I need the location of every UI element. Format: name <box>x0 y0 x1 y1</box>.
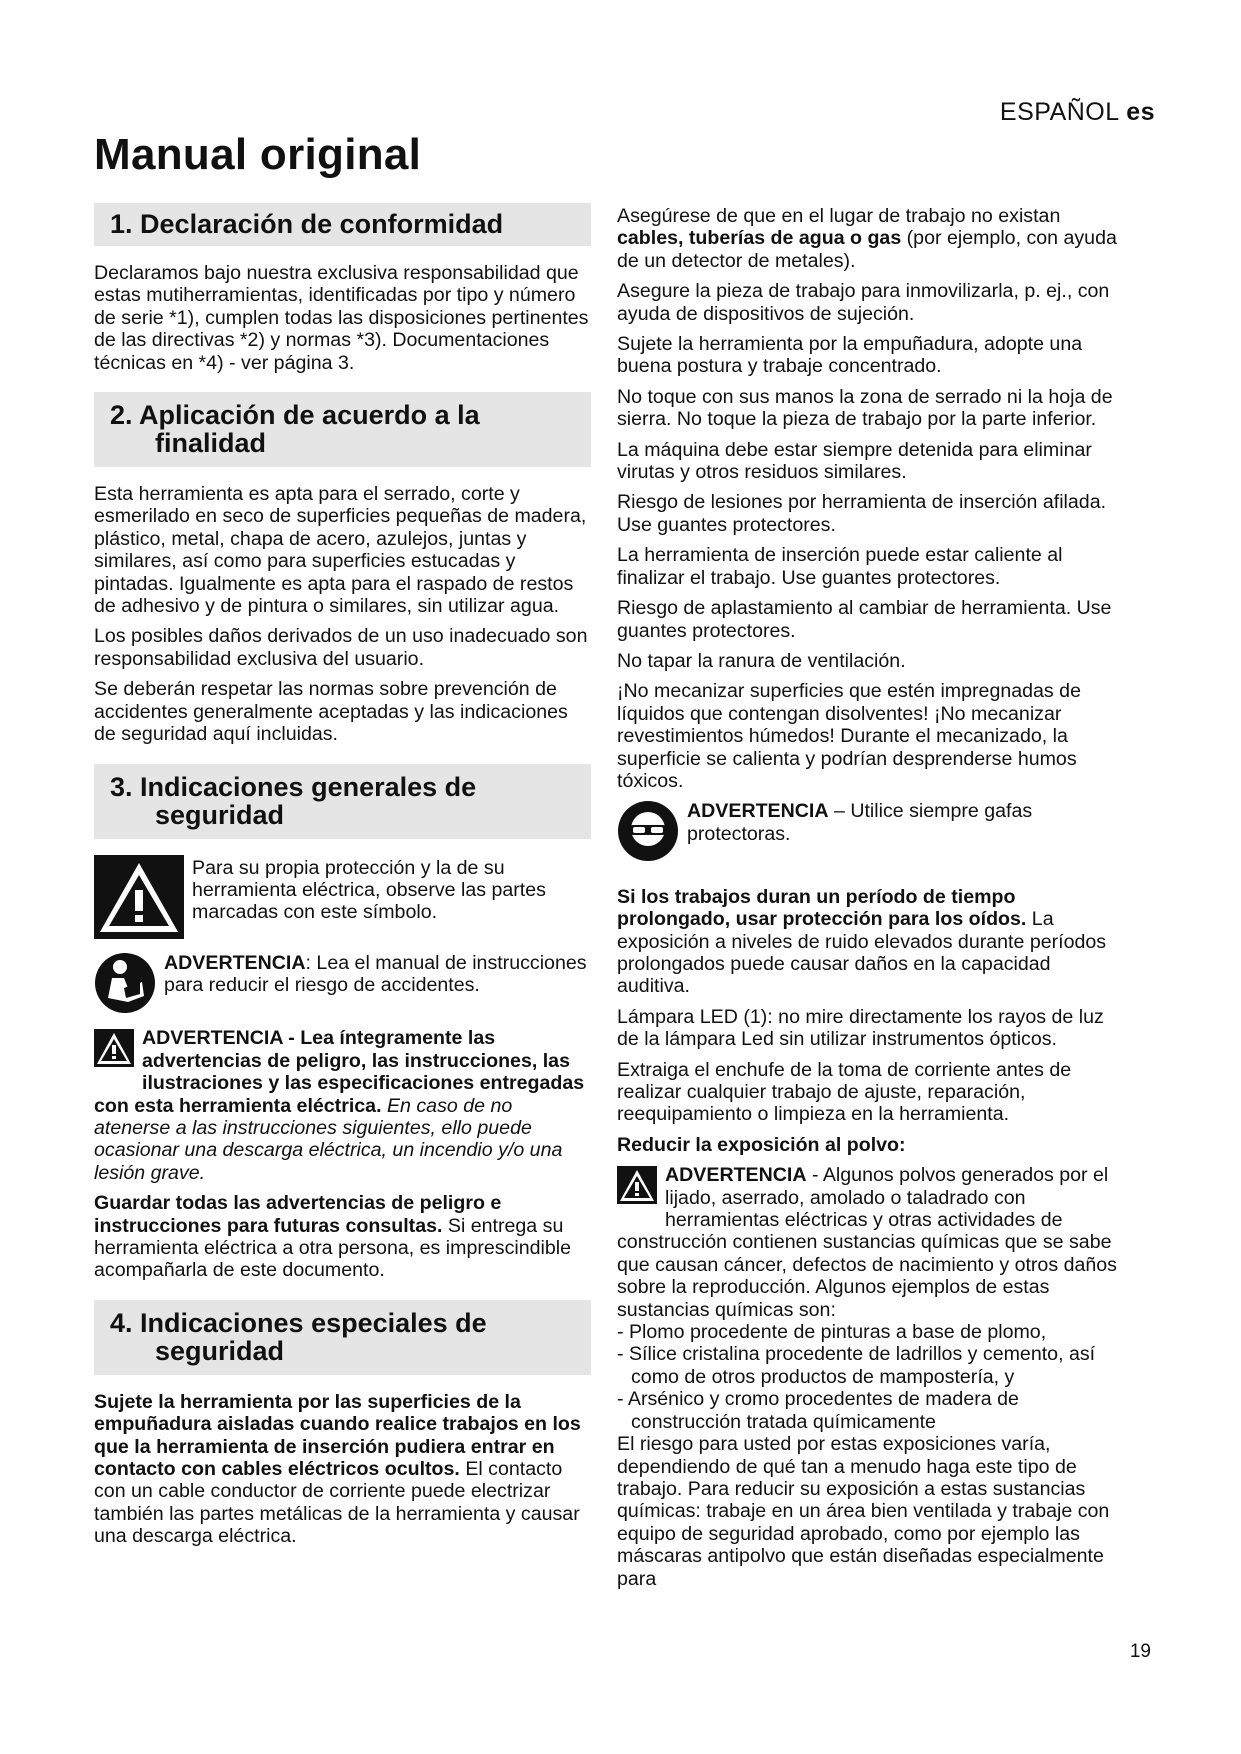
section-1-heading <box>94 203 591 246</box>
right-paragraph-1-a: Asegúrese de que en el lugar de trabajo no existan <box>617 205 1061 227</box>
read-manual-warning-label: ADVERTENCIA <box>164 951 306 974</box>
dust-paragraph <box>617 1164 1117 1321</box>
right-paragraph-6: Riesgo de lesiones por herramienta de inserción afilada. Use guantes protectores. <box>617 491 1107 536</box>
right-paragraph-5: La máquina debe estar siempre detenida para eliminar virutas y otros residuos similares. <box>617 438 1092 484</box>
section-1-paragraph: Declaramos bajo nuestra exclusiva responsabilidad que estas mutiherramientas, identificadas por tipo y número de serie *1), cumplen todas las disposiciones pertinentes de las directivas *2) y normas *3). Documentaciones técnicas en *4) - ver página 3. <box>94 262 589 374</box>
right-paragraph-10: ¡No mecanizar superficies que estén impregnadas de líquidos que contengan disolventes! ¡No mecanizar revestimientos húmedos! Durante el mecanizado, la superficie se calienta y podrían desprenderse humos tóxicos. <box>617 680 1081 792</box>
section-4-bold: Sujete la herramienta por las superficies de la empuñadura aisladas cuando realice trabajos en los que la herramienta de inserción pudiera entrar en contacto con cables eléctricos ocultos. <box>94 1390 581 1480</box>
warning-symbol-note <box>94 855 591 944</box>
section-4-title-line1: 4. Indicaciones especiales de <box>110 1307 487 1338</box>
section-2-title-line2: finalidad <box>155 428 267 459</box>
general-warning-italic: En caso de no atenerse a las instrucciones siguientes, ello puede ocasionar una descarga eléctrica, un incendio y/o una lesión grave. <box>94 1094 563 1184</box>
right-paragraph-4: No toque con sus manos la zona de serrado ni la hoja de sierra. No toque la pieza de trabajo por la parte inferior. <box>617 385 1113 431</box>
section-3-heading <box>94 764 591 839</box>
keep-instructions-bold: Guardar todas las advertencias de peligro e instrucciones para futuras consultas. <box>94 1192 502 1237</box>
section-1-title: Declaración de conformidad <box>140 209 504 239</box>
section-2-paragraph-3: Se deberán respetar las normas sobre prevención de accidentes generalmente aceptadas y las indicaciones de seguridad aquí incluidas. <box>94 678 568 746</box>
read-manual-text: : Lea el manual de instrucciones para reducir el riesgo de accidentes. <box>164 951 587 997</box>
page-number: 19 <box>1129 1641 1151 1662</box>
noise-paragraph <box>617 886 1117 998</box>
keep-instructions-paragraph <box>94 1192 591 1282</box>
keep-instructions-text: Si entrega su herramienta eléctrica a otra persona, es imprescindible acompañarla de este documento. <box>94 1214 572 1282</box>
goggles-text: – Utilice siempre gafas protectoras. <box>687 800 1033 845</box>
list-item: - Arsénico y cromo procedentes de madera de construcción tratada químicamente <box>617 1388 1019 1433</box>
left-column <box>94 203 591 1556</box>
section-2-paragraph-1: Esta herramienta es apta para el serrado, corte y esmerilado en seco de superficies pequeñas de madera, plástico, metal, chapa de acero, azulejos, juntas y similares, así como para superficies estucadas y pintadas. Igualmente es apta para el raspado de restos de adhesivo y de pintura o similares, sin utilizar agua. <box>94 483 587 618</box>
section-3-title-line2: seguridad <box>155 799 285 830</box>
noise-bold: Si los trabajos duran un período de tiempo prolongado, usar protección para los oídos. <box>617 885 1027 931</box>
dust-warning-label: ADVERTENCIA <box>665 1164 807 1187</box>
right-paragraph-1-b: (por ejemplo, con ayuda de un detector de metales). <box>617 227 1117 272</box>
right-paragraph-2: Asegure la pieza de trabajo para inmovilizarla, p. ej., con ayuda de dispositivos de sujeción. <box>617 280 1110 325</box>
language-header <box>1000 98 1155 127</box>
right-paragraph-3: Sujete la herramienta por la empuñadura, adopte una buena postura y trabaje concentrado. <box>617 333 1083 378</box>
language-code: es <box>1126 98 1155 126</box>
read-manual-note <box>94 952 591 1019</box>
list-item: - Plomo procedente de pinturas a base de plomo, <box>617 1321 1047 1344</box>
list-item: - Sílice cristalina procedente de ladrillos y cemento, así como de otros productos de mampostería, y <box>617 1343 1096 1388</box>
section-2-title-line1: 2. Aplicación de acuerdo a la <box>110 400 480 431</box>
section-4-title-line2: seguridad <box>155 1335 285 1366</box>
section-1-number: 1. <box>110 209 133 239</box>
section-2-heading <box>94 392 591 467</box>
dust-end-paragraph: El riesgo para usted por estas exposiciones varía, dependiendo de qué tan a menudo haga este tipo de trabajo. Para reducir su exposición a estas sustancias químicas: trabaje en un área bien ventilada y trabaje con equipo de seguridad aprobado, como por ejemplo las máscaras antipolvo que están diseñadas especialmente para <box>617 1433 1110 1590</box>
page-title: Manual original <box>94 130 422 179</box>
safety-goggles-icon <box>617 800 679 867</box>
warning-triangle-icon <box>94 855 184 944</box>
section-4-heading <box>94 1300 591 1375</box>
language-label: ESPAÑOL <box>999 98 1119 126</box>
right-paragraph-1-bold: cables, tuberías de agua o gas <box>617 227 902 250</box>
warning-small-icon <box>94 1029 134 1072</box>
goggles-warning-label: ADVERTENCIA <box>687 800 829 823</box>
right-paragraph-9: No tapar la ranura de ventilación. <box>617 649 906 672</box>
chemicals-list <box>617 1321 1117 1433</box>
section-4-paragraph <box>94 1391 591 1548</box>
dust-heading: Reducir la exposición al polvo: <box>617 1133 906 1156</box>
right-paragraph-7: La herramienta de inserción puede estar caliente al finalizar el trabajo. Use guantes protectores. <box>617 544 1063 589</box>
general-warning-bold: ADVERTENCIA - Lea íntegramente las advertencias de peligro, las instrucciones, las ilustraciones y las especificaciones entregadas con esta herramienta eléctrica. <box>94 1027 585 1117</box>
noise-text: La exposición a niveles de ruido elevados durante períodos prolongados puede causar daños en la capacidad auditiva. <box>617 908 1107 998</box>
section-3-title-line1: 3. Indicaciones generales de <box>110 771 477 802</box>
plug-paragraph: Extraiga el enchufe de la toma de corriente antes de realizar cualquier trabajo de ajuste, reparación, reequipamiento o limpieza en la herramienta. <box>617 1058 1072 1126</box>
general-warning-paragraph <box>94 1027 591 1184</box>
right-paragraph-8: Riesgo de aplastamiento al cambiar de herramienta. Use guantes protectores. <box>617 597 1112 642</box>
goggles-note <box>617 800 1117 867</box>
warning-symbol-text: Para su propia protección y la de su herramienta eléctrica, observe las partes marcadas con este símbolo. <box>192 856 546 924</box>
right-column <box>617 205 1117 1598</box>
right-paragraph-1 <box>617 205 1117 272</box>
led-paragraph: Lámpara LED (1): no mire directamente los rayos de luz de la lámpara Led sin utilizar instrumentos ópticos. <box>617 1005 1104 1051</box>
dust-warning-icon <box>617 1166 657 1209</box>
read-manual-icon <box>94 952 156 1019</box>
section-4-text: El contacto con un cable conductor de corriente puede electrizar también las partes metálicas de la herramienta y causar una descarga eléctrica. <box>94 1458 580 1548</box>
section-2-paragraph-2: Los posibles daños derivados de un uso inadecuado son responsabilidad exclusiva del usuario. <box>94 625 588 670</box>
dust-text: - Algunos polvos generados por el lijado, aserrado, amolado o taladrado con herramientas eléctricas y otras actividades de construcción contienen sustancias químicas que se sabe que causan cáncer, defectos de nacimiento y otros daños sobre la reproducción. Algunos ejemplos de estas sustancias químicas son: <box>617 1164 1117 1321</box>
